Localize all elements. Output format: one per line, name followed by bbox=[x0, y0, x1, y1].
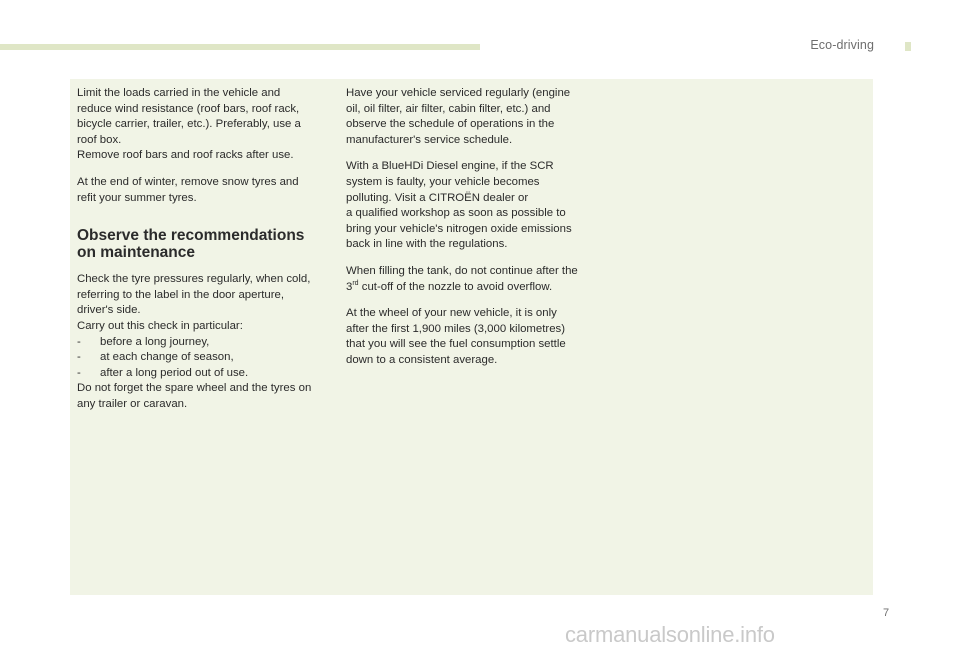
paragraph-tyre-pressures bbox=[77, 272, 332, 412]
text-line: refit your summer tyres. bbox=[77, 191, 197, 204]
section-marker bbox=[905, 42, 911, 51]
list-item-text: before a long journey, bbox=[100, 335, 210, 348]
text-line: system is faulty, your vehicle becomes bbox=[346, 175, 540, 188]
text-line bbox=[346, 280, 598, 296]
text-line: bicycle carrier, trailer, etc.). Preferably, use a bbox=[77, 118, 301, 131]
text-line: down to a consistent average. bbox=[346, 353, 498, 366]
text-line: At the wheel of your new vehicle, it is only bbox=[346, 307, 557, 320]
text-line: reduce wind resistance (roof bars, roof rack, bbox=[77, 102, 300, 115]
text-line: With a BlueHDi Diesel engine, if the SCR bbox=[346, 160, 554, 173]
list-item bbox=[77, 350, 332, 366]
paragraph-bluehdi bbox=[346, 159, 598, 253]
page-number: 7 bbox=[883, 607, 890, 619]
text-line: At the end of winter, remove snow tyres and bbox=[77, 175, 299, 188]
text-line: When filling the tank, do not continue after the bbox=[346, 264, 578, 277]
text-line: Limit the loads carried in the vehicle and bbox=[77, 87, 281, 99]
left-column bbox=[77, 86, 332, 424]
list-dash: - bbox=[77, 351, 81, 364]
text-line: driver's side. bbox=[77, 304, 141, 317]
ordinal-number: 3 bbox=[346, 280, 353, 293]
section-title: Eco-driving bbox=[810, 38, 874, 52]
text-line: polluting. Visit a CITROËN dealer or bbox=[346, 191, 529, 204]
text-line: Remove roof bars and roof racks after use. bbox=[77, 149, 294, 162]
text-line: Check the tyre pressures regularly, when cold, bbox=[77, 273, 311, 286]
list-item bbox=[77, 335, 332, 351]
header-accent-bar bbox=[0, 44, 480, 50]
list-item bbox=[77, 366, 332, 382]
text-line: any trailer or caravan. bbox=[77, 397, 188, 410]
text-line: after the first 1,900 miles (3,000 kilometres) bbox=[346, 322, 566, 335]
text-line: observe the schedule of operations in the bbox=[346, 118, 555, 131]
watermark: carmanualsonline.info bbox=[565, 622, 775, 647]
ordinal-suffix: rd bbox=[352, 279, 359, 287]
heading-line: Observe the recommendations bbox=[77, 227, 305, 245]
maintenance-heading bbox=[77, 228, 332, 261]
list-dash: - bbox=[77, 335, 81, 348]
text-line: Have your vehicle serviced regularly (engine bbox=[346, 87, 571, 99]
heading-line: on maintenance bbox=[77, 243, 195, 261]
text-fragment: cut-off of the nozzle to avoid overflow. bbox=[358, 280, 553, 293]
right-column bbox=[346, 86, 598, 380]
paragraph-loads bbox=[77, 86, 332, 164]
text-line: back in line with the regulations. bbox=[346, 238, 508, 251]
text-line: roof box. bbox=[77, 133, 122, 146]
text-line: bring your vehicle's nitrogen oxide emissions bbox=[346, 222, 572, 235]
text-line: Carry out this check in particular: bbox=[77, 319, 243, 332]
list-dash: - bbox=[77, 366, 81, 379]
paragraph-winter-tyres bbox=[77, 175, 332, 206]
paragraph-fuel-consumption bbox=[346, 306, 598, 368]
text-line: that you will see the fuel consumption settle bbox=[346, 338, 566, 351]
text-line: manufacturer's service schedule. bbox=[346, 133, 513, 146]
list-item-text: at each change of season, bbox=[100, 351, 234, 364]
text-line: Do not forget the spare wheel and the tyres on bbox=[77, 382, 312, 395]
text-line: referring to the label in the door aperture, bbox=[77, 288, 285, 301]
paragraph-fuel-tank bbox=[346, 264, 598, 295]
list-item-text: after a long period out of use. bbox=[100, 366, 249, 379]
text-line: a qualified workshop as soon as possible to bbox=[346, 207, 566, 220]
paragraph-servicing bbox=[346, 86, 598, 148]
text-line: oil, oil filter, air filter, cabin filter, etc.) and bbox=[346, 102, 551, 115]
